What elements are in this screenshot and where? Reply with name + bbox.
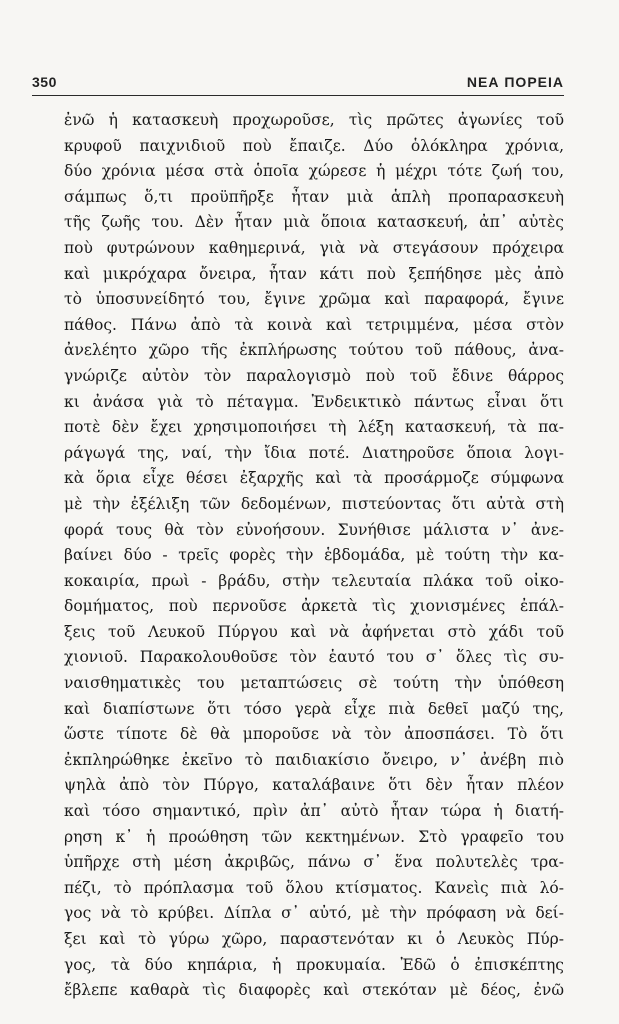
text-line: ἀνελέητο χῶρο τῆς ἐκπλήρωσης τούτου τοῦ πάθους, ἀνα-: [64, 341, 564, 360]
text-line: ὥστε τίποτε δὲ θὰ μποροῦσε νὰ τὸν ἀποσπάσει. Τὸ ὅτι: [64, 725, 564, 744]
text-line: ψηλὰ ἀπὸ τὸν Πύργο, καταλάβαινε ὅτι δὲν ἦταν πλέον: [64, 776, 564, 795]
text-line: γνώριζε αὐτὸν τὸν παραλογισμὸ ποὺ τοῦ ἔδινε θάρρος: [64, 366, 564, 385]
text-line: βαίνει δύο - τρεῖς φορὲς τὴν ἑβδομάδα, μὲ τούτη τὴν κα-: [64, 546, 564, 565]
text-line: γος, τὰ δύο κηπάρια, ἡ προκυμαία. Ἐδῶ ὁ ἐπισκέπτης: [64, 955, 564, 974]
text-line: κρυφοῦ παιχνιδιοῦ ποὺ ἔπαιζε. Δύο ὁλόκληρα χρόνια,: [64, 136, 564, 155]
text-line: ποὺ φυτρώνουν καθημερινά, γιὰ νὰ στεγάσουν πρόχειρα: [64, 238, 564, 257]
text-line: κοκαιρία, πρωὶ - βράδυ, στὴν τελευταία πλάκα τοῦ οἰκο-: [64, 571, 564, 590]
text-line: κι ἀνάσα γιὰ τὸ πέταγμα. Ἐνδεικτικὸ πάντως εἶναι ὅτι: [64, 392, 564, 411]
text-line: κὰ ὅρια εἶχε θέσει ἐξαρχῆς καὶ τὰ προσάρμοζε σύμφωνα: [64, 469, 564, 488]
text-line: ἐνῶ ἡ κατασκευὴ προχωροῦσε, τὶς πρῶτες ἀγωνίες τοῦ: [64, 111, 564, 129]
running-head: [32, 74, 564, 96]
text-line: πάθος. Πάνω ἀπὸ τὰ κοινὰ καὶ τετριμμένα, μέσα στὸν: [64, 315, 564, 334]
text-line: ρηση κ᾽ ἡ προώθηση τῶν κεκτημένων. Στὸ γραφεῖο του: [64, 827, 564, 846]
page-number: 350: [32, 74, 57, 90]
text-line: πέζι, τὸ πρόπλασμα τοῦ ὅλου κτίσματος. Κανεὶς πιὰ λό-: [64, 878, 564, 897]
text-line: καὶ τόσο σημαντικό, πρὶν ἀπ᾽ αὐτὸ ἦταν τώρα ἡ διατή-: [64, 802, 564, 821]
text-line: ξει καὶ τὸ γύρω χῶρο, παραστενόταν κι ὁ Λευκὸς Πύρ-: [64, 930, 564, 948]
text-line: καὶ διαπίστωνε ὅτι τόσο γερὰ εἶχε πιὰ δεθεῖ μαζύ της,: [64, 699, 564, 718]
text-line: ὑπῆρχε στὴ μέση ἀκριβῶς, πάνω σ᾽ ἕνα πολυτελὲς τρα-: [64, 853, 564, 872]
text-line: τὸ ὑποσυνείδητό του, ἔγινε χρῶμα καὶ παραφορά, ἔγινε: [64, 290, 564, 309]
text-line: ξεις τοῦ Λευκοῦ Πύργου καὶ νὰ ἀφήνεται στὸ χάδι τοῦ: [64, 622, 564, 641]
text-line: ἐκπληρώθηκε ἐκεῖνο τὸ παιδιακίσιο ὄνειρο, ν᾽ ἀνέβη πιὸ: [64, 750, 564, 769]
text-line: μὲ τὴν ἐξέλιξη τῶν δεδομένων, πιστεύοντας ὅτι αὐτὰ στὴ: [64, 494, 564, 513]
header-rule: [32, 95, 564, 96]
text-line: δομήματος, ποὺ περνοῦσε ἀρκετὰ τὶς χιονισμένες ἐπάλ-: [64, 597, 564, 616]
text-line: σάμπως ὅ,τι προϋπῆρξε ἦταν μιὰ ἁπλὴ προπαρασκευὴ: [64, 187, 564, 206]
text-line: καὶ μικρόχαρα ὄνειρα, ἦταν κάτι ποὺ ξεπήδησε μὲς ἀπὸ: [64, 264, 564, 283]
journal-title: ΝΕΑ ΠΟΡΕΙΑ: [466, 74, 564, 90]
body-text: [64, 108, 564, 1004]
text-line: ναισθηματικὲς του μεταπτώσεις σὲ τούτη τὴν ὑπόθεση: [64, 674, 564, 693]
text-line: δύο χρόνια μέσα στὰ ὁποῖα χώρεσε ἡ μέχρι τότε ζωή του,: [64, 162, 564, 181]
text-line: τῆς ζωῆς του. Δὲν ἦταν μιὰ ὅποια κατασκευή, ἀπ᾽ αὐτὲς: [64, 213, 564, 232]
text-line: ποτὲ δὲν ἔχει χρησιμοποιήσει τὴ λέξη κατασκευή, τὰ πα-: [64, 418, 564, 437]
text-line: ράγωγά της, ναί, τὴν ἴδια ποτέ. Διατηροῦσε ὅποια λογι-: [64, 443, 564, 462]
text-line: γος νὰ τὸ κρύβει. Δίπλα σ᾽ αὐτό, μὲ τὴν πρόφαση νὰ δεί-: [64, 904, 564, 923]
text-line: ἔβλεπε καθαρὰ τὶς διαφορὲς καὶ στεκόταν μὲ δέος, ἐνῶ: [64, 981, 564, 1000]
text-line: χιονιοῦ. Παρακολουθοῦσε τὸν ἑαυτό του σ᾽ ὅλες τὶς συ-: [64, 648, 564, 667]
text-line: φορά τους θὰ τὸν εὐνοήσουν. Συνήθισε μάλιστα ν᾽ ἀνε-: [64, 520, 564, 539]
